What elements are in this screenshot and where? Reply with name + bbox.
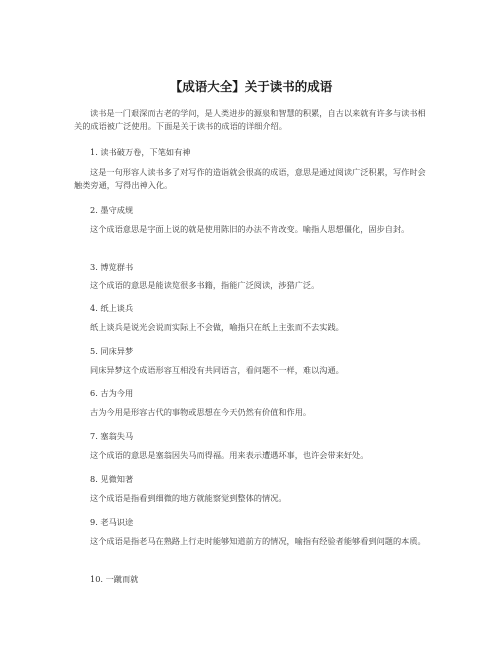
idiom-heading-4: 4. 纸上谈兵 [90, 303, 134, 313]
page-title: 【成语大全】关于读书的成语 [169, 79, 333, 94]
intro-paragraph: 读书是一门艰深而古老的学问，是人类进步的源泉和智慧的积累，自古以来就有许多与读书相关的成语被广泛使用。下面是关于读书的成语的详细介绍。 [74, 108, 426, 131]
idiom-desc-7: 这个成语的意思是塞翁因失马而得福。用来表示遭遇坏事，也许会带来好处。 [90, 450, 369, 460]
idiom-heading-7: 7. 塞翁失马 [90, 431, 134, 441]
idiom-desc-4: 纸上谈兵是说光会说而实际上不会做，喻指只在纸上主张而不去实践。 [90, 322, 344, 332]
idiom-heading-8: 8. 见微知著 [90, 474, 134, 484]
idiom-desc-6: 古为今用是形容古代的事物或思想在今天仍然有价值和作用。 [90, 407, 312, 417]
idiom-heading-9: 9. 老马识途 [90, 517, 134, 527]
idiom-heading-5: 5. 同床异梦 [90, 346, 134, 356]
idiom-desc-2: 这个成语意思是字面上说的就是使用陈旧的办法不肯改变。喻指人思想僵化，固步自封。 [90, 224, 410, 234]
idiom-desc-5: 同床异梦这个成语形容互相没有共同语言，看问题不一样，难以沟通。 [90, 365, 344, 375]
idiom-heading-3: 3. 博览群书 [90, 262, 134, 272]
idiom-desc-8: 这个成语是指看到细微的地方就能察觉到整体的情况。 [90, 493, 287, 503]
idiom-desc-3: 这个成语的意思是能读览很多书籍，指能广泛阅读，涉猎广泛。 [90, 280, 320, 290]
idiom-desc-1: 这是一句形容人读书多了对写作的造诣就会很高的成语，意思是通过阅读广泛积累，写作时会触类旁通，写得出神入化。 [74, 167, 426, 190]
idiom-heading-6: 6. 古为今用 [90, 388, 134, 398]
idiom-heading-2: 2. 墨守成规 [90, 205, 134, 215]
idiom-heading-10: 10. 一蹴而就 [90, 574, 139, 584]
idiom-desc-9: 这个成语是指老马在熟路上行走时能够知道前方的情况，喻指有经验者能够看到问题的本质。 [90, 536, 426, 546]
idiom-heading-1: 1. 读书破万卷，下笔如有神 [90, 147, 191, 157]
